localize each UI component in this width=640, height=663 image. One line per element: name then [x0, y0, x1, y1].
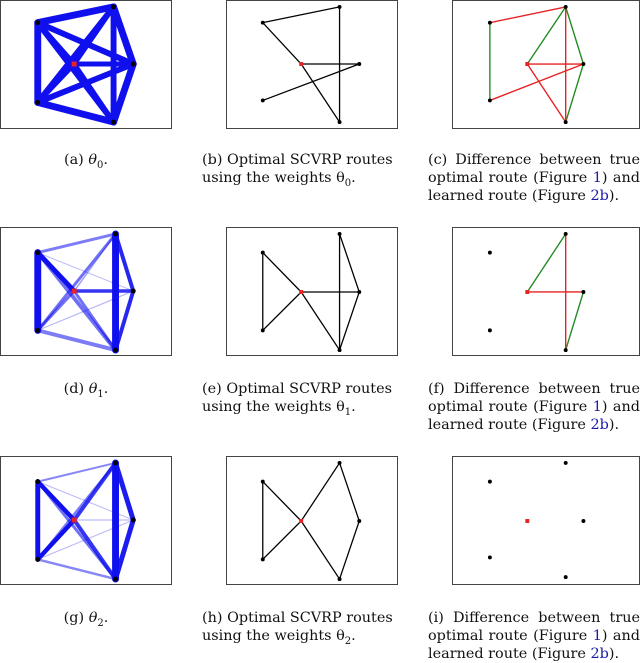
- depot-marker: [72, 289, 77, 294]
- figure-ref-link[interactable]: 2b: [590, 188, 609, 204]
- depot-marker: [72, 518, 77, 523]
- route-lines: [263, 7, 359, 122]
- caption-e: (e) Optimal SCVRP routes using the weights $\theta_1$.: [202, 381, 392, 418]
- depot-marker: [525, 519, 529, 523]
- panel-b-routes-theta0: [226, 0, 398, 129]
- figure-ref-link[interactable]: 2b: [590, 417, 609, 433]
- figure-ref-link[interactable]: 1: [592, 628, 602, 644]
- figure-ref-link[interactable]: 1: [592, 399, 602, 415]
- panel-h-routes-theta2: [226, 456, 398, 585]
- weighted-edges: [38, 7, 133, 122]
- depot-marker: [299, 519, 303, 523]
- learned-route-edges: [490, 7, 584, 122]
- caption-c: (c) Difference between true optimal route (Figure 1) and learned route (Figure 2b).: [428, 152, 640, 204]
- weighted-edges: [38, 234, 133, 350]
- depot-marker: [299, 290, 303, 294]
- weighted-edges: [38, 463, 133, 579]
- figure-ref-link[interactable]: 2b: [590, 646, 609, 662]
- caption-b: (b) Optimal SCVRP routes using the weights $\theta_0$.: [202, 152, 393, 189]
- difference-graph-theta0: [453, 1, 639, 128]
- panel-e-routes-theta1: [226, 227, 398, 356]
- route-graph-theta0: [227, 1, 397, 128]
- difference-graph-theta2: [453, 457, 639, 584]
- route-graph-theta2: [227, 457, 397, 584]
- figure-ref-link[interactable]: 1: [592, 170, 602, 186]
- depot-marker: [525, 62, 529, 66]
- depot-marker: [72, 62, 77, 67]
- panel-d-weights-theta1: [0, 227, 172, 356]
- graph-theta1: [1, 228, 171, 355]
- route-lines: [263, 234, 359, 350]
- panel-c-difference-theta0: [452, 0, 640, 129]
- caption-f: (f) Difference between true optimal route (Figure 1) and learned route (Figure 2b).: [428, 381, 640, 433]
- depot-marker: [299, 62, 303, 66]
- caption-g: (g) $\theta_2$.: [63, 610, 109, 629]
- route-graph-theta1: [227, 228, 397, 355]
- caption-d: (d) $\theta_1$.: [63, 381, 109, 400]
- difference-graph-theta1: [453, 228, 639, 355]
- route-lines: [263, 463, 359, 579]
- nodes: [261, 461, 361, 581]
- caption-a: (a) $\theta_0$.: [63, 152, 108, 171]
- learned-route-edges: [527, 234, 583, 350]
- caption-h: (h) Optimal SCVRP routes using the weights $\theta_2$.: [202, 610, 393, 647]
- nodes: [488, 461, 585, 579]
- graph-theta2: [1, 457, 171, 584]
- panel-i-difference-theta2: [452, 456, 640, 585]
- panel-f-difference-theta1: [452, 227, 640, 356]
- panel-a-weights-theta0: [0, 0, 172, 129]
- depot-marker: [525, 290, 529, 294]
- graph-theta0: [1, 1, 171, 128]
- caption-i: (i) Difference between true optimal route (Figure 1) and learned route (Figure 2b).: [428, 610, 640, 662]
- panel-g-weights-theta2: [0, 456, 172, 585]
